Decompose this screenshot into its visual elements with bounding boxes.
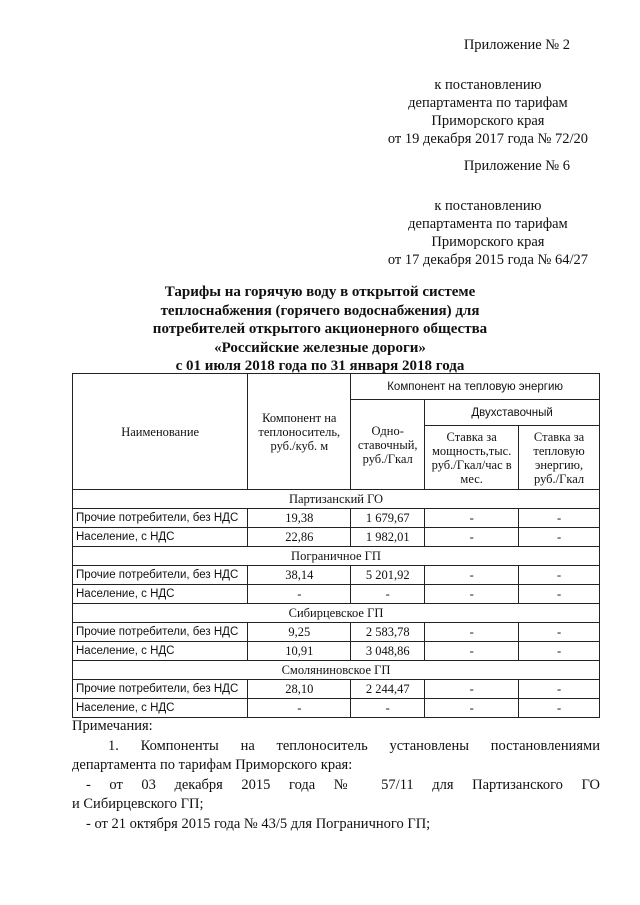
appendix-line: к постановлению	[434, 198, 542, 214]
carrier-cell: -	[248, 585, 351, 604]
energy-rate-cell: -	[519, 528, 600, 547]
header-single-rate: Одно-ставочный, руб./Гкал	[351, 400, 425, 490]
header-energy: Компонент на тепловую энергию	[351, 374, 600, 400]
single-rate-cell: 1 982,01	[351, 528, 425, 547]
energy-rate-cell: -	[519, 642, 600, 661]
header-energy-rate: Ставка за тепловую энергию, руб./Гкал	[519, 426, 600, 490]
header-carrier: Компонент на теплоноситель, руб./куб. м	[248, 374, 351, 490]
energy-rate-cell: -	[519, 699, 600, 718]
appendix-previous-title: Приложение № 6	[463, 158, 570, 174]
appendix-line: Приморского края	[431, 113, 545, 129]
single-rate-cell: 3 048,86	[351, 642, 425, 661]
section-row	[73, 604, 600, 623]
carrier-cell: 38,14	[248, 566, 351, 585]
appendix-line: департамента по тарифам	[408, 95, 568, 111]
row-label: Прочие потребители, без НДС	[73, 509, 248, 528]
row-label: Прочие потребители, без НДС	[73, 680, 248, 699]
row-label: Прочие потребители, без НДС	[73, 566, 248, 585]
appendix-line: к постановлению	[434, 77, 542, 93]
table-row	[73, 585, 600, 604]
table-row	[73, 699, 600, 718]
single-rate-cell: 1 679,67	[351, 509, 425, 528]
section-name: Смоляниновское ГП	[73, 661, 600, 680]
notes-heading: Примечания:	[72, 718, 153, 734]
single-rate-cell: 5 201,92	[351, 566, 425, 585]
capacity-rate-cell: -	[425, 585, 519, 604]
capacity-rate-cell: -	[425, 699, 519, 718]
note-subitem-1: - от 03 декабря 2015 года № 57/11 для Партизанского ГО	[86, 776, 600, 793]
section-row	[73, 547, 600, 566]
capacity-rate-cell: -	[425, 680, 519, 699]
single-rate-cell: -	[351, 699, 425, 718]
row-label: Население, с НДС	[73, 642, 248, 661]
energy-rate-cell: -	[519, 509, 600, 528]
appendix-line: от 17 декабря 2015 года № 64/27	[387, 252, 588, 268]
row-label: Прочие потребители, без НДС	[73, 623, 248, 642]
capacity-rate-cell: -	[425, 528, 519, 547]
notes	[72, 717, 600, 834]
single-rate-cell: 2 583,78	[351, 623, 425, 642]
section-row	[73, 661, 600, 680]
document-title: Тарифы на горячую воду в открытой системе теплоснабжения (горячего водоснабжения) для потребителей открытого акционерного общества «Российские железные дороги» с 01 июля 2018 года по 31 января 2018 года	[152, 284, 488, 374]
capacity-rate-cell: -	[425, 642, 519, 661]
carrier-cell: 9,25	[248, 623, 351, 642]
table-row	[73, 566, 600, 585]
note-item-1-cont: департамента по тарифам Приморского края:	[72, 757, 353, 773]
header-two-rate: Двухставочный	[425, 400, 600, 426]
note-item-1: 1. Компоненты на теплоноситель установлены постановлениями	[108, 737, 600, 754]
section-name: Пограничное ГП	[73, 547, 600, 566]
carrier-cell: -	[248, 699, 351, 718]
single-rate-cell: 2 244,47	[351, 680, 425, 699]
capacity-rate-cell: -	[425, 566, 519, 585]
section-name: Партизанский ГО	[73, 490, 600, 509]
note-subitem-1-cont: и Сибирцевского ГП;	[72, 796, 204, 812]
carrier-cell: 28,10	[248, 680, 351, 699]
carrier-cell: 10,91	[248, 642, 351, 661]
energy-rate-cell: -	[519, 623, 600, 642]
single-rate-cell: -	[351, 585, 425, 604]
row-label: Население, с НДС	[73, 699, 248, 718]
appendix-current-title: Приложение № 2	[463, 37, 570, 53]
table-row	[73, 642, 600, 661]
section-name: Сибирцевское ГП	[73, 604, 600, 623]
carrier-cell: 19,38	[248, 509, 351, 528]
table-row	[73, 528, 600, 547]
row-label: Население, с НДС	[73, 585, 248, 604]
table-row	[73, 680, 600, 699]
energy-rate-cell: -	[519, 680, 600, 699]
section-row	[73, 490, 600, 509]
carrier-cell: 22,86	[248, 528, 351, 547]
appendix-previous-reference	[388, 197, 588, 269]
table-row	[73, 623, 600, 642]
table-row	[73, 509, 600, 528]
appendix-current-reference	[388, 76, 588, 148]
capacity-rate-cell: -	[425, 623, 519, 642]
tariff-table	[72, 373, 600, 718]
appendix-line: Приморского края	[431, 234, 545, 250]
header-name: Наименование	[73, 374, 248, 490]
energy-rate-cell: -	[519, 585, 600, 604]
header-capacity-rate: Ставка за мощность,тыс. руб./Гкал/час в мес.	[425, 426, 519, 490]
note-subitem-2: - от 21 октября 2015 года № 43/5 для Пограничного ГП;	[86, 815, 431, 832]
row-label: Население, с НДС	[73, 528, 248, 547]
appendix-line: от 19 декабря 2017 года № 72/20	[387, 131, 588, 147]
energy-rate-cell: -	[519, 566, 600, 585]
capacity-rate-cell: -	[425, 509, 519, 528]
appendix-line: департамента по тарифам	[408, 216, 568, 232]
tariff-body	[73, 490, 600, 718]
